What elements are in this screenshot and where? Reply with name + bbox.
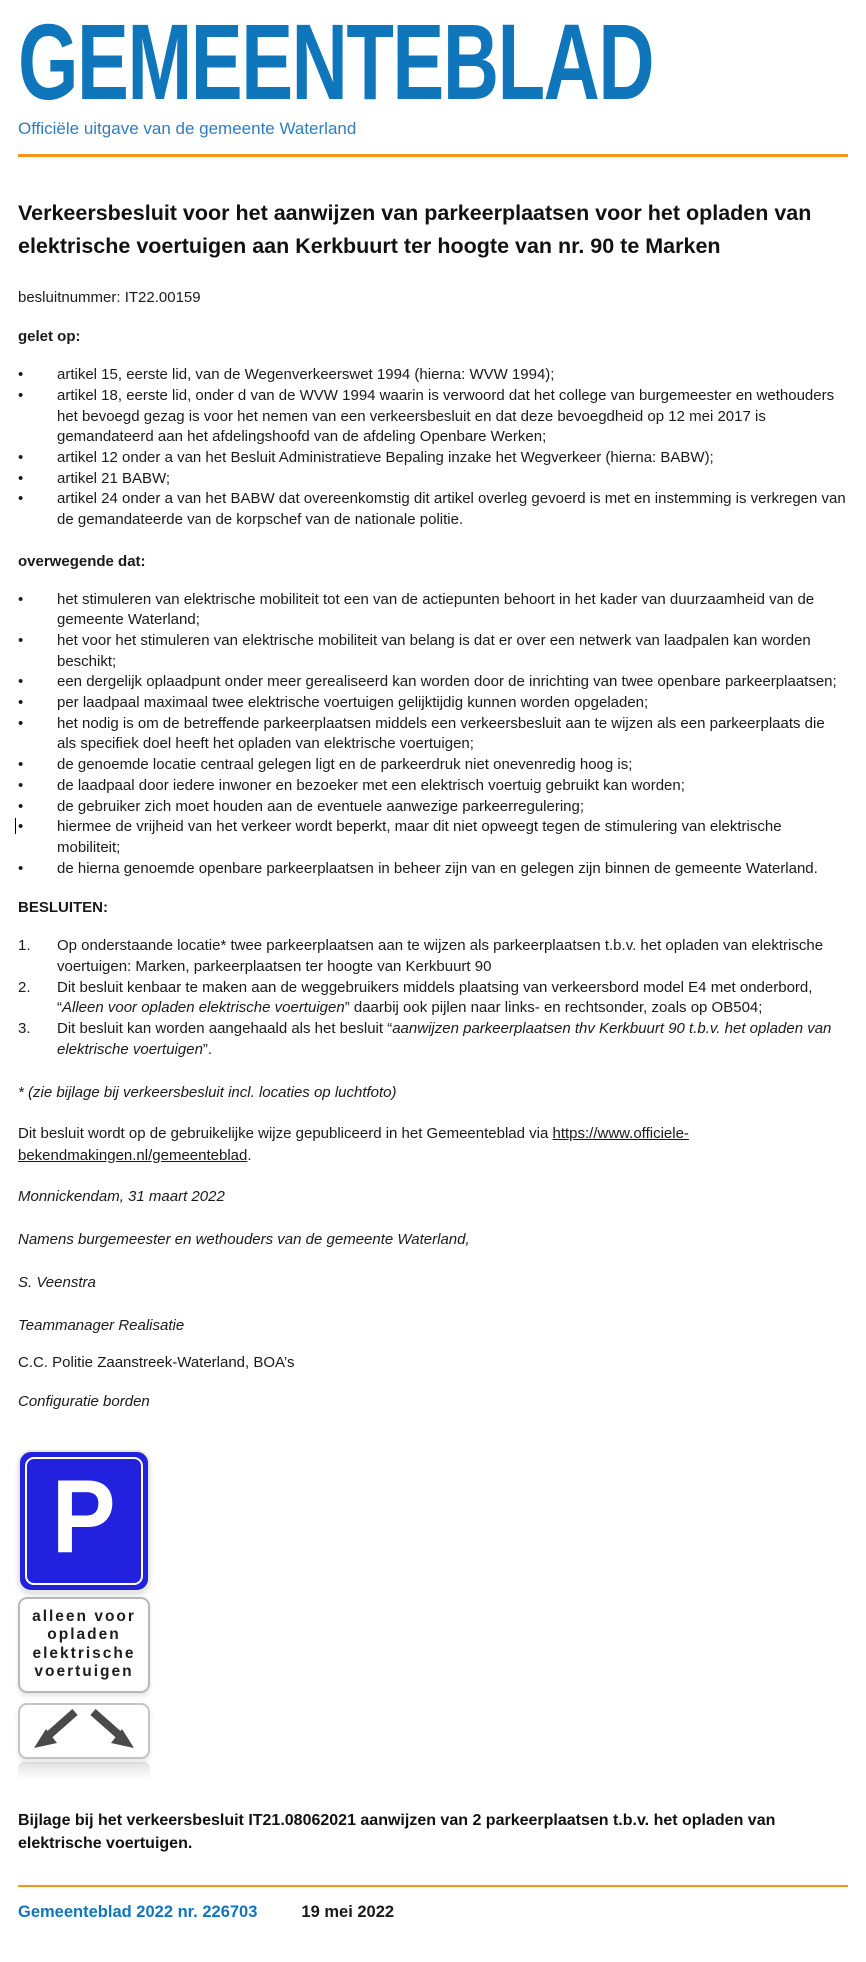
place-date-line: Monnickendam, 31 maart 2022 <box>18 1188 225 1206</box>
overwegende-list <box>18 590 848 880</box>
list-item: • hiermee de vrijheid van het verkeer wordt beperkt, maar dit niet opweegt tegen de stimulering van elektrische mobiliteit; <box>18 817 848 858</box>
onderbord-line: alleen voor <box>32 1608 136 1626</box>
asterisk-footnote: * (zie bijlage bij verkeersbesluit incl. locaties op luchtfoto) <box>18 1084 397 1102</box>
sign-reflection <box>18 1762 150 1780</box>
header-subtitle: Officiële uitgave van de gemeente Waterland <box>18 118 357 138</box>
item-text: ”. <box>202 1040 213 1058</box>
item-text-italic: Alleen voor opladen elektrische voertuigen <box>62 999 345 1017</box>
bullet-marker <box>18 672 57 693</box>
list-item: • het nodig is om de betreffende parkeerplaatsen middels een verkeersbesluit aan te wijzen als een parkeerplaats die als specifiek doel heeft het opladen van elektrische voertuigen; <box>18 714 848 755</box>
list-item: • de gebruiker zich moet houden aan de eventuele aanwezige parkeerregulering; <box>18 797 848 818</box>
bullet-marker <box>18 776 57 797</box>
item-number: 1. <box>18 937 31 955</box>
bullet-marker <box>18 365 57 386</box>
list-item: • artikel 21 BABW; <box>18 469 848 490</box>
signer-name: S. Veenstra <box>18 1274 96 1292</box>
bullet-marker <box>18 590 57 631</box>
item-text: Dit besluit kenbaar te maken aan de weggebruikers middels plaatsing van verkeersbord model E4 met onderbord, “ <box>57 978 813 1017</box>
list-item: • de hierna genoemde openbare parkeerplaatsen in beheer zijn van en gelegen zijn binnen de gemeente Waterland. <box>18 859 848 880</box>
arrows-sign-ob504 <box>18 1703 150 1759</box>
bullet-marker <box>18 797 57 818</box>
masthead-title: GEMEENTEBLAD <box>18 1 654 122</box>
onderbord-line: voertuigen <box>34 1662 134 1680</box>
list-item: • de laadpaal door iedere inwoner en bezoeker met een elektrisch voertuig gebruikt kan worden; <box>18 776 848 797</box>
configuratie-borden-line: Configuratie borden <box>18 1393 150 1411</box>
onderbord-sign <box>18 1597 150 1693</box>
list-item: • per laadpaal maximaal twee elektrische voertuigen gelijktijdig kunnen worden opgeladen; <box>18 693 848 714</box>
item-text-italic: aanwijzen parkeerplaatsen thv Kerkbuurt 90 t.b.v. het opladen van elektrische voertuigen <box>57 1020 832 1058</box>
bullet-marker <box>18 631 57 672</box>
cc-line: C.C. Politie Zaanstreek-Waterland, BOA’s <box>18 1354 295 1372</box>
text-cursor-artifact <box>15 818 16 834</box>
list-item: • artikel 12 onder a van het Besluit Administratieve Bepaling inzake het Wegverkeer (hierna: BABW); <box>18 448 848 469</box>
publication-paragraph <box>18 1123 848 1166</box>
namens-line: Namens burgemeester en wethouders van de gemeente Waterland, <box>18 1231 470 1249</box>
item-text: Dit besluit kan worden aangehaald als het besluit “ <box>57 1020 393 1038</box>
list-item: • artikel 18, eerste lid, onder d van de WVW 1994 waarin is verwoord dat het college van burgemeester en wethouders het bevoegd gezag is voor het nemen van een verkeersbesluit en dat deze bevoegdheid op 12 mei 2017 is gemandateerd aan het afdelingshoofd van de afdeling Openbare Werken; <box>18 386 848 448</box>
onderbord-line: opladen <box>47 1626 121 1644</box>
bullet-marker <box>18 817 57 858</box>
bullet-marker <box>18 714 57 755</box>
bullet-marker <box>18 693 57 714</box>
parking-sign-e4 <box>18 1450 150 1592</box>
bijlage-note: Bijlage bij het verkeersbesluit IT21.08062021 aanwijzen van 2 parkeerplaatsen t.b.v. het opladen van elektrische voertuigen. <box>18 1812 776 1852</box>
document-title: Verkeersbesluit voor het aanwijzen van parkeerplaatsen voor het opladen van elektrische voertuigen aan Kerkbuurt ter hoogte van nr. 90 te Marken <box>18 200 812 258</box>
footer <box>18 1903 848 1922</box>
footer-publication-id: Gemeenteblad 2022 nr. 226703 <box>18 1902 258 1921</box>
parking-p-letter: P <box>52 1459 116 1576</box>
bullet-marker <box>18 448 57 469</box>
numbered-item <box>18 1019 848 1060</box>
besluitnummer: besluitnummer: IT22.00159 <box>18 289 201 307</box>
list-item: • een dergelijk oplaadpunt onder meer gerealiseerd kan worden door de inrichting van twee openbare parkeerplaatsen; <box>18 672 848 693</box>
publication-text-end: . <box>247 1146 252 1164</box>
section-heading-overwegende: overwegende dat: <box>18 552 146 570</box>
list-item: • de genoemde locatie centraal gelegen ligt en de parkeerdruk niet onevenredig hoog is; <box>18 755 848 776</box>
footer-divider <box>18 1885 848 1887</box>
list-item: • het stimuleren van elektrische mobiliteit tot een van de actiepunten behoort in het kader van duurzaamheid van de gemeente Waterland; <box>18 590 848 631</box>
section-heading-besluiten: BESLUITEN: <box>18 899 108 917</box>
onderbord-line: elektrische <box>32 1644 136 1662</box>
signer-role: Teammanager Realisatie <box>18 1317 185 1335</box>
numbered-item <box>18 936 848 977</box>
footer-date: 19 mei 2022 <box>301 1902 395 1921</box>
publication-text: Dit besluit wordt op de gebruikelijke wijze gepubliceerd in het Gemeenteblad via <box>18 1125 553 1143</box>
numbered-item <box>18 978 848 1019</box>
item-number: 3. <box>18 1020 31 1038</box>
besluiten-list <box>18 936 848 1060</box>
bullet-marker <box>18 489 57 530</box>
bullet-marker <box>18 755 57 776</box>
section-heading-gelet-op: gelet op: <box>18 328 81 346</box>
gemeenteblad-link[interactable]: https://www.officiele-bekendmakingen.nl/gemeenteblad <box>18 1125 689 1164</box>
header <box>18 1 848 139</box>
list-item: • artikel 24 onder a van het BABW dat overeenkomstig dit artikel overleg gevoerd is met en instemming is verkregen van de gemandateerde van de korpschef van de nationale politie. <box>18 489 848 530</box>
item-number: 2. <box>18 978 31 996</box>
item-text: Op onderstaande locatie* twee parkeerplaatsen aan te wijzen als parkeerplaatsen t.b.v. het opladen van elektrische voertuigen: Marken, parkeerplaatsen ter hoogte van Kerkbuurt 90 <box>57 937 824 975</box>
header-divider <box>18 154 848 157</box>
bullet-marker <box>18 859 57 880</box>
sign-configuration <box>18 1450 152 1780</box>
list-item: • het voor het stimuleren van elektrische mobiliteit van belang is dat er over een netwerk van laadpalen kan worden beschikt; <box>18 631 848 672</box>
bullet-marker <box>18 386 57 448</box>
double-arrow-icon <box>22 1706 146 1756</box>
gelet-op-list <box>18 365 848 531</box>
header-left <box>18 1 866 139</box>
item-text: ” daarbij ook pijlen naar links- en rechtsonder, zoals op OB504; <box>344 999 763 1017</box>
bullet-marker <box>18 469 57 490</box>
list-item: • artikel 15, eerste lid, van de Wegenverkeerswet 1994 (hierna: WVW 1994); <box>18 365 848 386</box>
